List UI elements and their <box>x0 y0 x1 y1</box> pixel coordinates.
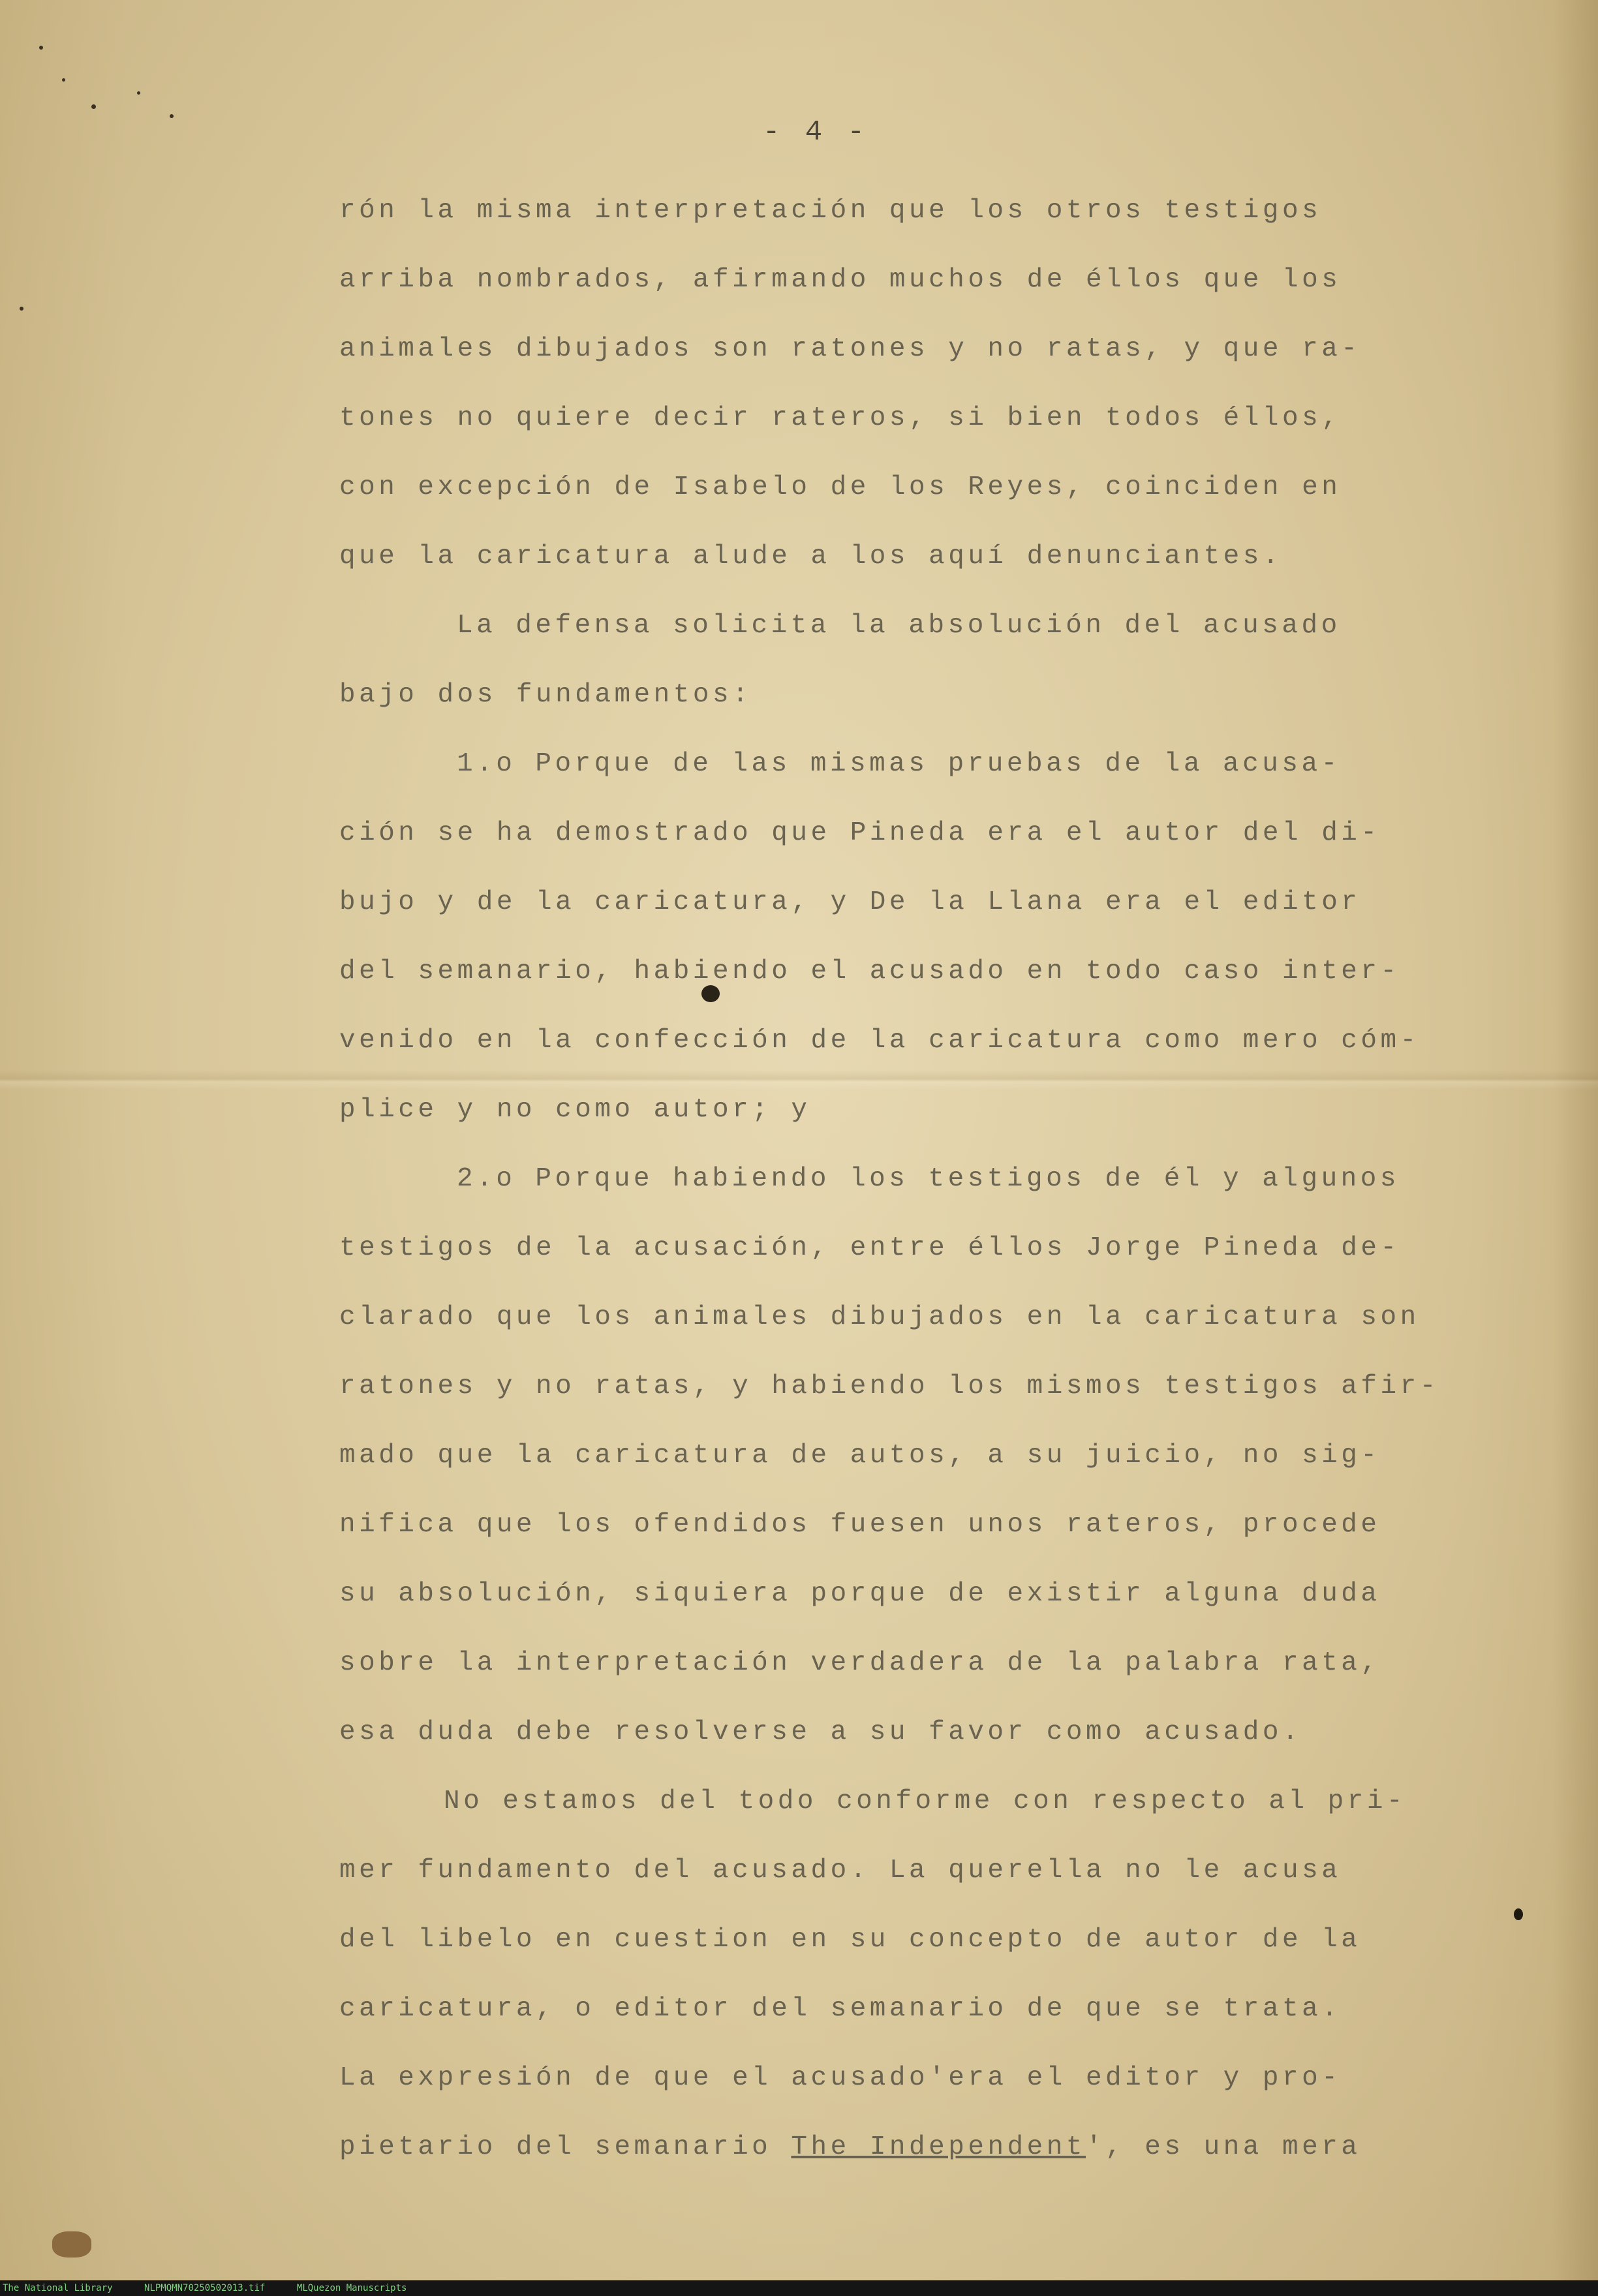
text-line: La defensa solicita la absolución del acusado <box>457 611 1341 641</box>
text-line: tones no quiere decir rateros, si bien todos éllos, <box>339 403 1342 433</box>
text-line: 2.o Porque habiendo los testigos de él y algunos <box>457 1164 1400 1194</box>
text-line: plice y no como autor; y <box>339 1095 811 1125</box>
ink-speck <box>52 2231 91 2258</box>
text-line: clarado que los animales dibujados en la caricatura son <box>339 1302 1420 1332</box>
text-line: su absolución, siquiera porque de existir alguna duda <box>339 1579 1381 1609</box>
text-line: ción se ha demostrado que Pineda era el autor del di- <box>339 818 1381 848</box>
ink-speck <box>39 46 43 50</box>
text-line: con excepción de Isabelo de los Reyes, coinciden en <box>339 472 1342 502</box>
page-edge-shadow <box>1552 0 1598 2296</box>
archive-footer <box>0 2280 1598 2296</box>
text-line: mer fundamento del acusado. La querella no le acusa <box>339 1856 1342 1886</box>
footer-library: The National Library <box>3 2283 113 2293</box>
text-line: bujo y de la caricatura, y De la Llana era el editor <box>339 887 1361 917</box>
text-line: testigos de la acusación, entre éllos Jorge Pineda de- <box>339 1233 1400 1263</box>
ink-speck <box>170 114 174 118</box>
text-line: ratones y no ratas, y habiendo los mismos testigos afir- <box>339 1371 1439 1401</box>
text-line: esa duda debe resolverse a su favor como acusado. <box>339 1717 1302 1747</box>
ink-speck <box>91 104 96 109</box>
text-line: rón la misma interpretación que los otros testigos <box>339 196 1322 226</box>
text-line: sobre la interpretación verdadera de la palabra rata, <box>339 1648 1381 1678</box>
page-number: - 4 - <box>762 116 869 149</box>
text-line: No estamos del todo conforme con respecto al pri- <box>444 1786 1407 1816</box>
text-line: mado que la caricatura de autos, a su juicio, no sig- <box>339 1441 1381 1471</box>
text-line: arriba nombrados, afirmando muchos de éllos que los <box>339 265 1342 295</box>
text-line-start: pietario del semanario <box>339 2132 791 2162</box>
text-line: La expresión de que el acusado'era el editor y pro- <box>339 2063 1342 2093</box>
text-line: bajo dos fundamentos: <box>339 680 752 710</box>
footer-collection: MLQuezon Manuscripts <box>296 2283 407 2293</box>
newspaper-title: The Independent <box>791 2132 1086 2162</box>
ink-speck <box>137 91 140 95</box>
body-text <box>339 176 1439 2182</box>
text-line: del semanario, habiendo el acusado en todo caso inter- <box>339 957 1400 987</box>
text-line: 1.o Porque de las mismas pruebas de la acusa- <box>457 749 1341 779</box>
text-line: del libelo en cuestion en su concepto de autor de la <box>339 1925 1361 1955</box>
text-line: animales dibujados son ratones y no ratas, y que ra- <box>339 334 1361 364</box>
text-line: venido en la confección de la caricatura como mero cóm- <box>339 1026 1420 1056</box>
footer-file: NLPMQMN70250502013.tif <box>144 2283 266 2293</box>
ink-speck <box>62 78 65 82</box>
text-line: que la caricatura alude a los aquí denunciantes. <box>339 542 1282 572</box>
ink-speck <box>20 307 23 311</box>
text-line-end: ', es una mera <box>1085 2132 1361 2162</box>
ink-speck <box>1514 1908 1523 1920</box>
text-line: nifica que los ofendidos fuesen unos rateros, procede <box>339 1510 1381 1540</box>
text-line: caricatura, o editor del semanario de que se trata. <box>339 1994 1342 2024</box>
text-line <box>339 2113 1416 2182</box>
